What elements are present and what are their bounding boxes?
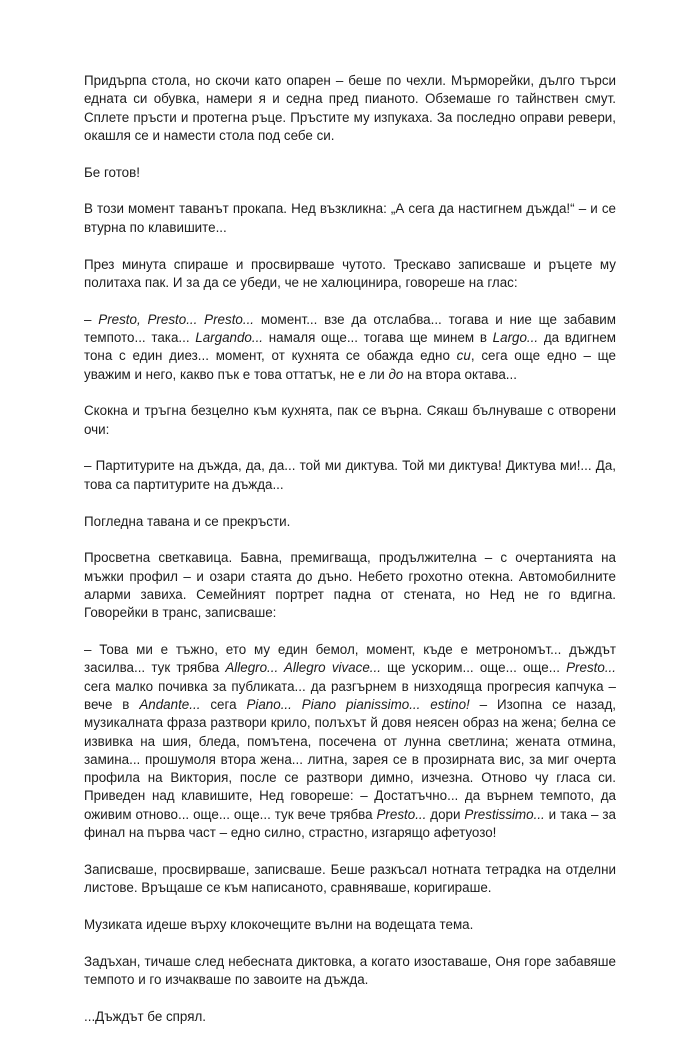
text-run: – Това ми е тъжно, ето му един бемол, момент, къде е метрономът... дъждът засилва... тук трябва: [84, 642, 616, 676]
italic-text-run: Prestissimo...: [464, 806, 545, 822]
document-page: [84, 72, 616, 1045]
italic-text-run: до: [388, 366, 404, 382]
text-run: и така – за финал на първа част – едно силно, страстно, изгарящо афетуозо!: [84, 806, 616, 840]
text-run: , сега още едно – ще уважим и него, какво пък е това оттатък, не е ли: [84, 348, 616, 382]
paragraph: [84, 72, 616, 145]
italic-text-run: Presto...: [376, 806, 427, 822]
paragraph: [84, 641, 616, 842]
italic-text-run: Largando...: [195, 329, 264, 345]
text-run: Просветна светкавица. Бавна, премигваща, продължителна – с очертанията на мъжки профил – и озари стаята до дъно. Небето грохотно отекна. Автомобилните аларми завиха. Семейният портрет падна от стената, но Нед не го вдигна. Говорейки в транс, записваше:: [84, 550, 616, 621]
text-run: сега малко почивка за публиката... да разгърнем в низходяща прогресия капчука – вече в: [84, 678, 616, 712]
italic-text-run: Allegro... Allegro vivace...: [225, 660, 381, 676]
italic-text-run: Andante...: [139, 696, 201, 712]
paragraph: [84, 311, 616, 384]
paragraph: [84, 513, 616, 531]
paragraph: [84, 402, 616, 439]
paragraph: [84, 953, 616, 990]
text-run: момент... взе да отслабва... тогава и ние ще забавим темпото... така...: [84, 311, 616, 345]
text-run: През минута спираше и просвирваше чутото. Трескаво записваше и ръцете му политаха пак. И за да се убеди, че не халюцинира, говореше на глас:: [84, 256, 616, 290]
text-run: – Партитурите на дъжда, да, да... той ми диктува. Той ми диктува! Диктува ми!... Да, това са партитурите на дъжда...: [84, 458, 616, 492]
italic-text-run: Largo...: [492, 329, 539, 345]
text-run: да вдигнем тона с един диез... момент, от кухнята се обажда едно: [84, 329, 616, 364]
paragraph: [84, 457, 616, 494]
text-run: сега: [200, 696, 247, 712]
text-run: ...Дъждът бе спрял.: [84, 1008, 207, 1024]
text-run: Придърпа стола, но скочи като опарен – беше по чехли. Мърморейки, дълго търси едната си обувка, намери я и седна пред пианото. Обземаше го тайнствен смут. Сплете пръсти и протегна ръце. Пръстите му изпукаха. За последно оправи ревери, окашля се и намести стола под себе си.: [84, 73, 616, 143]
italic-text-run: Presto, Presto... Presto...: [98, 311, 255, 327]
paragraph: [84, 1008, 616, 1026]
text-run: на втора октава...: [403, 366, 517, 382]
text-run: – Изопна се назад, музикалната фраза разтвори крило, полъхът й довя неясен образ на жена; белна се извивка на шия, бледа, помътена, посечена от лунна светлина; жената отмина, замина... прошумоля втора жена... литна, зарея се в прозирната вис, за миг очерта профила на Виктория, после се разтвори димно, изчезна. Отново чу гласа си. Приведен над клавишите, Нед говореше: – Достатъчно... да върнем темпото, да оживим отново... още... още... тук вече трябва: [84, 696, 616, 822]
text-run: Записваше, просвирваше, записваше. Беше разкъсал нотната тетрадка на отделни листове. Връщаше се към написаното, сравняваше, коригираше.: [84, 861, 616, 896]
paragraph: [84, 200, 616, 237]
italic-text-run: Piano... Piano pianissimo... estino!: [246, 696, 470, 712]
text-run: В този момент таванът прокапа. Нед възкликна: „А сега да настигнем дъжда!“ – и се втурна по клавишите...: [84, 201, 616, 235]
paragraph: [84, 549, 616, 622]
text-run: Бе готов!: [84, 164, 140, 180]
italic-text-run: си: [456, 348, 471, 364]
text-run: Погледна тавана и се прекръсти.: [84, 513, 291, 529]
italic-text-run: Presto...: [566, 660, 616, 676]
text-run: дори: [426, 806, 465, 822]
paragraph: [84, 916, 616, 934]
text-run: Музиката идеше върху клокочещите вълни на водещата тема.: [84, 916, 474, 932]
text-run: намаля още... тогава ще минем в: [263, 329, 493, 345]
text-run: Задъхан, тичаше след небесната диктовка, а когато изоставаше, Оня горе забавяше темпото и го изчакваше по завоите на дъжда.: [84, 953, 616, 987]
text-run: –: [84, 311, 99, 327]
paragraph: [84, 164, 616, 182]
text-run: ще ускорим... още... още...: [380, 660, 567, 676]
text-run: Скокна и тръгна безцелно към кухнята, пак се върна. Сякаш бълнуваше с отворени очи:: [84, 403, 616, 437]
paragraph: [84, 256, 616, 293]
paragraph: [84, 861, 616, 898]
